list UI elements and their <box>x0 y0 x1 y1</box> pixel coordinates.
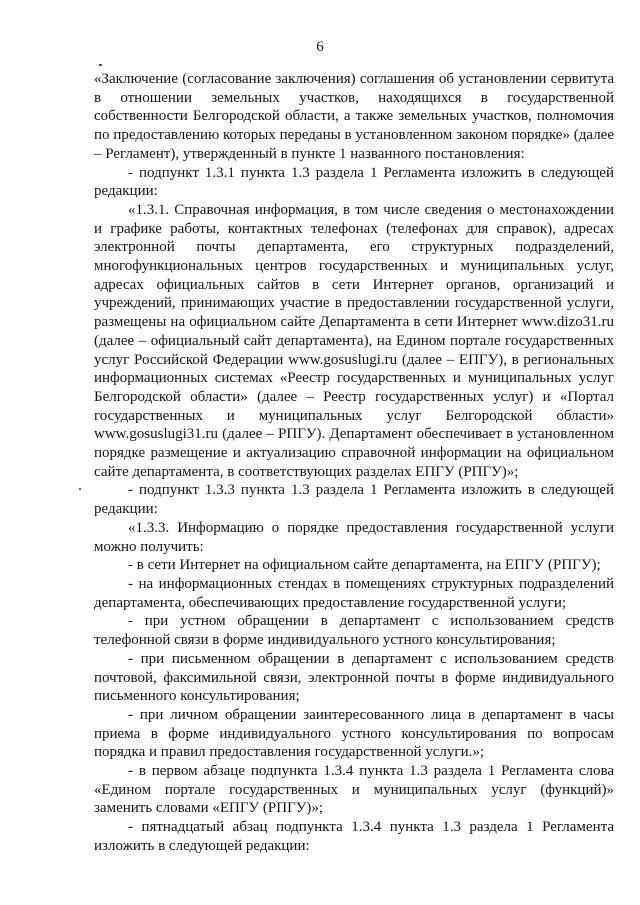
scan-speck <box>99 64 102 66</box>
paragraph-1-3-4-fifteenth-amendment: - пятнадцатый абзац подпункта 1.3.4 пункта 1.3 раздела 1 Регламента изложить в следующей редакции: <box>94 819 614 854</box>
list-item-written-request: - при письменном обращении в департамент с использованием средств почтовой, факсимильной связи, электронной почты в форме индивидуального письменного консультирования; <box>94 650 614 705</box>
page-number: 6 <box>316 39 324 55</box>
paragraph-intro: «Заключение (согласование заключения) соглашения об установлении сервитута в отношении земельных участков, находящихся в государственной собственности Белгородской области, а также земельных участков, полномочия по предоставлению которых переданы в установленном законом порядке» (далее – Регламент), утвержденный в пункте 1 названного постановления: <box>94 71 614 162</box>
paragraph-1-3-1-text: «1.3.1. Справочная информация, в том числе сведения о местонахождении и графике работы, контактных телефонах (телефонах для справок), адресах электронной почты департамента, его структурных подразделений, многофункциональных центров государственных и муниципальных услуг, адресах официальных сайтов в сети Интернет органов, организаций и учреждений, принимающих участие в предоставлении государственной услуги, размещены на официальном сайте Департамента в сети Интернет www.dizo31.ru (далее – официальный сайт департамента), на Едином портале государственных услуг Российской Федерации www.gosuslugi.ru (далее – ЕПГУ), в региональных информационных системах «Реестр государственных и муниципальных услуг Белгородской области» (далее – Реестр государственных услуг) и «Портал государственных и муниципальных услуг Белгородской области» www.gosuslugi31.ru (далее – РПГУ). Департамент обеспечивает в установленном порядке размещение и актуализацию справочной информации на официальном сайте департамента, в соответствующих разделах ЕПГУ (РПГУ)»; <box>94 201 614 480</box>
list-item-internet: - в сети Интернет на официальном сайте департамента, на ЕПГУ (РПГУ); <box>128 557 601 574</box>
list-item-personal-visit: - при личном обращении заинтересованного лица в департамент в часы приема в форме индивидуального устного консультирования по вопросам порядка и правил предоставления государственной услуги.»; <box>94 706 614 761</box>
paragraph-subpoint-1-3-3-instruction: - подпункт 1.3.3 пункта 1.3 раздела 1 Регламента изложить в следующей редакции: <box>94 482 614 518</box>
paragraph-1-3-4-first-amendment: - в первом абзаце подпункта 1.3.4 пункта 1.3 раздела 1 Регламента слова «Едином портале государственных и муниципальных услуг (функций)» заменить словами «ЕПГУ (РПГУ)»; <box>94 763 614 817</box>
list-item-oral-request: - при устном обращении в департамент с использованием средств телефонной связи в форме индивидуального устного консультирования; <box>94 613 614 649</box>
document-body <box>94 70 614 856</box>
scan-speck <box>79 488 81 490</box>
paragraph-1-3-3-text: «1.3.3. Информацию о порядке предоставления государственной услуги можно получить: <box>94 519 614 555</box>
paragraph-subpoint-1-3-1-instruction: - подпункт 1.3.1 пункта 1.3 раздела 1 Регламента изложить в следующей редакции: <box>94 164 614 200</box>
list-item-info-stands: - на информационных стендах в помещениях структурных подразделений департамента, обеспечивающих предоставление государственной услуги; <box>94 575 614 611</box>
